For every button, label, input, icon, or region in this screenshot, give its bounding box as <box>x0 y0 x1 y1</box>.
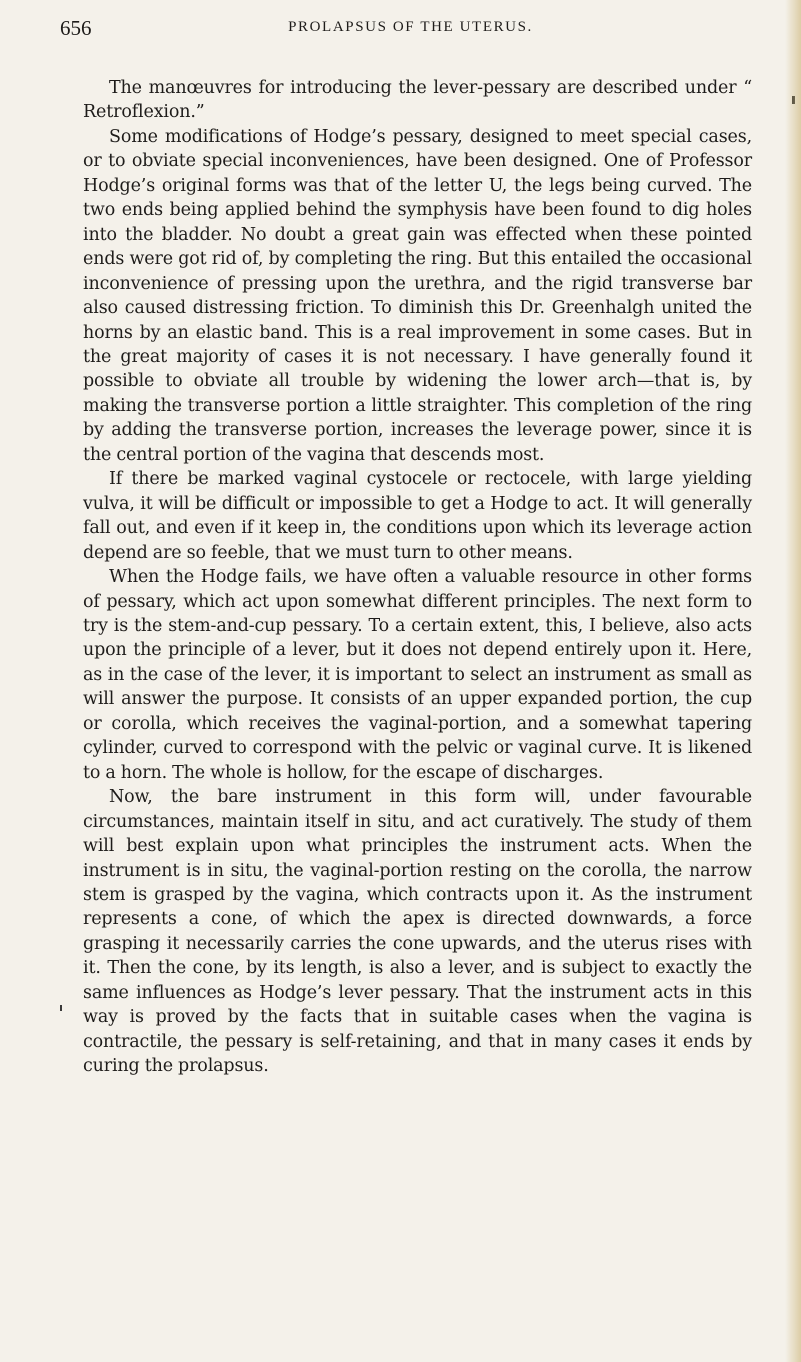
page-number: 656 <box>60 16 92 40</box>
running-title: PROLAPSUS OF THE UTERUS. <box>288 19 533 35</box>
margin-mark <box>60 1005 62 1011</box>
body-text <box>83 76 752 1079</box>
running-header <box>60 16 761 42</box>
paragraph-modifications: Some modifications of Hodge’s pessary, designed to meet special cases, or to obviate special inconveniences, have been designed. One of Professor Hodge’s original forms was that of the letter U, the legs being curved. The two ends being applied behind the symphysis have been found to dig holes into the bladder. No doubt a great gain was effected when these pointed ends were got rid of, by completing the ring. But this entailed the occasional inconvenience of pressing upon the urethra, and the rigid transverse bar also caused distressing friction. To diminish this Dr. Greenhalgh united the horns by an elastic band. This is a real improvement in some cases. But in the great majority of cases it is not necessary. I have generally found it possible to obviate all trouble by widening the lower arch—that is, by making the transverse portion a little straighter. This completion of the ring by adding the transverse portion, increases the leverage power, since it is the central portion of the vagina that descends most. <box>83 126 752 465</box>
page-edge-shadow <box>785 0 801 1362</box>
paragraph-stem-and-cup: When the Hodge fails, we have often a valuable resource in other forms of pessary, which act upon somewhat different principles. The next form to try is the stem-and-cup pessary. To a certain extent, this, I believe, also acts upon the principle of a lever, but it does not depend entirely upon it. Here, as in the case of the lever, it is important to select an instrument as small as will answer the purpose. It consists of an upper expanded portion, the cup or corolla, which receives the vaginal-portion, and a somewhat tapering cylinder, curved to correspond with the pelvic or vaginal curve. It is likened to a horn. The whole is hollow, for the escape of discharges. <box>83 567 752 783</box>
paragraph-cystocele: If there be marked vaginal cystocele or rectocele, with large yielding vulva, it will be difficult or impossible to get a Hodge to act. It will generally fall out, and even if it keep in, the conditions upon which its leverage action depend are so feeble, that we must turn to other means. <box>83 469 752 563</box>
paragraph-in-situ: Now, the bare instrument in this form will, under favourable circumstances, maintain itself in situ, and act curatively. The study of them will best explain upon what principles the instrument acts. When the instrument is in situ, the vaginal-portion resting on the corolla, the narrow stem is grasped by the vagina, which contracts upon it. As the instrument represents a cone, of which the apex is directed downwards, a force grasping it necessarily carries the cone upwards, and the uterus rises with it. Then the cone, by its length, is also a lever, and is subject to exactly the same influences as Hodge’s lever pessary. That the instrument acts in this way is proved by the facts that in suitable cases when the vagina is contractile, the pessary is self-retaining, and that in many cases it ends by curing the prolapsus. <box>83 787 752 1077</box>
paragraph-manoeuvres: The manœuvres for introducing the lever-pessary are described under “ Retroflexion.” <box>83 78 752 123</box>
